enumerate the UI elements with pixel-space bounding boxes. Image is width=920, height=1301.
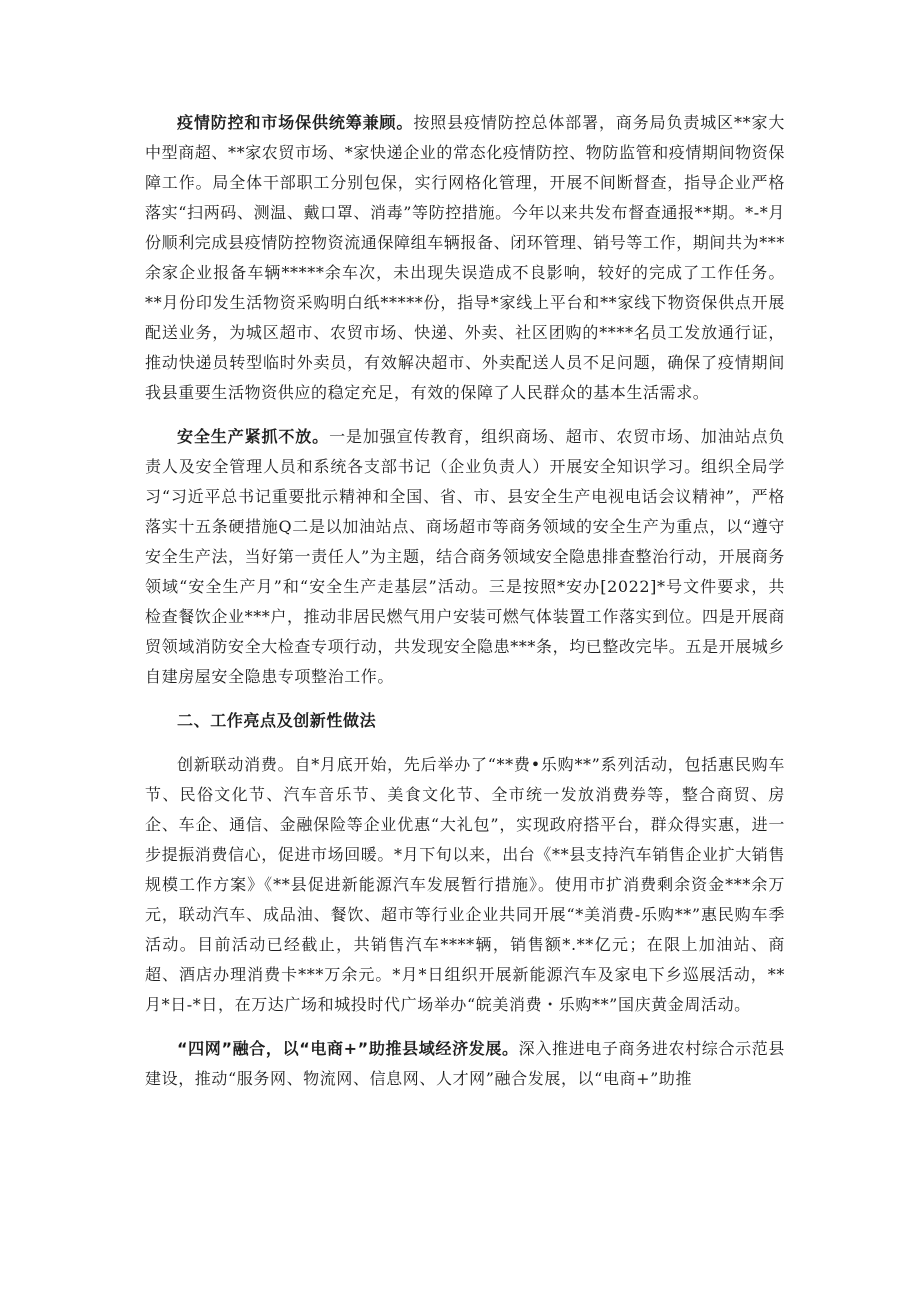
- paragraph-consumption: [145, 750, 785, 1020]
- paragraph-lead: “四网”融合，以“电商+”助推县域经济发展。: [177, 1039, 519, 1058]
- paragraph-text: 一是加强宣传教育，组织商场、超市、农贸市场、加油站点负责人及安全管理人员和系统各支部书记（企业负责人）开展安全知识学习。组织全局学习“习近平总书记重要批示精神和全国、省、市、县安全生产电视电话会议精神”，严格落实十五条硬措施Q二是以加油站点、商场超市等商务领域的安全生产为重点，以“遵守安全生产法，当好第一责任人”为主题，结合商务领域安全隐患排查整治行动，开展商务领域“安全生产月”和“安全生产走基层”活动。三是按照*安办[2022]*号文件要求，共检查餐饮企业***户，推动非居民燃气用户安装可燃气体装置工作落实到位。四是开展商贸领域消防安全大检查专项行动，共发现安全隐患***条，均已整改完毕。五是开展城乡自建房屋安全隐患专项整治工作。: [145, 427, 786, 686]
- paragraph-text: 按照县疫情防控总体部署，商务局负责城区**家大中型商超、**家农贸市场、*家快递企业的常态化疫情防控、物防监管和疫情期间物资保障工作。局全体干部职工分别包保，实行网格化管理，开展不间断督查，指导企业严格落实“扫两码、测温、戴口罩、消毒”等防控措施。今年以来共发布督查通报**期。*-*月份顺利完成县疫情防控物资流通保障组车辆报备、闭环管理、销号等工作，期间共为***余家企业报备车辆*****余车次，未出现失误造成不良影响，较好的完成了工作任务。**月份印发生活物资采购明白纸*****份，指导*家线上平台和**家线下物资保供点开展配送业务，为城区超市、农贸市场、快递、外卖、社区团购的****名员工发放通行证，推动快递员转型临时外卖员，有效解决超市、外卖配送人员不足问题，确保了疫情期间我县重要生活物资供应的稳定充足，有效的保障了人民群众的基本生活需求。: [145, 113, 786, 402]
- paragraph-text: 深入推进电子商务进农村综合示范县建设，推动“服务网、物流网、信息网、人才网”融合发展，以“电商+”助推: [145, 1039, 785, 1088]
- paragraph-four-networks: [145, 1034, 785, 1094]
- paragraph-lead: 安全生产紧抓不放。: [177, 427, 330, 446]
- section-heading: 二、工作亮点及创新性做法: [177, 711, 377, 730]
- paragraph-lead: 疫情防控和市场保供统筹兼顾。: [177, 113, 414, 132]
- paragraph-text: 创新联动消费。自*月底开始，先后举办了“**费•乐购**”系列活动，包括惠民购车节、民俗文化节、汽车音乐节、美食文化节、全市统一发放消费券等，整合商贸、房企、车企、通信、金融保险等企业优惠“大礼包”，实现政府搭平台，群众得实惠，进一步提振消费信心，促进市场回暖。*月下旬以来，出台《**县支持汽车销售企业扩大销售规模工作方案》《**县促进新能源汽车发展暂行措施》。使用市扩消费剩余资金***余万元，联动汽车、成品油、餐饮、超市等行业企业共同开展“*美消费-乐购**”惠民购车季活动。目前活动已经截止，共销售汽车****辆，销售额*.**亿元；在限上加油站、商超、酒店办理消费卡***万余元。*月*日组织开展新能源汽车及家电下乡巡展活动，**月*日-*日，在万达广场和城投时代广场举办“皖美消费・乐购**”国庆黄金周活动。: [145, 755, 786, 1014]
- document-body: [145, 108, 785, 1094]
- paragraph-work-safety: [145, 422, 785, 692]
- paragraph-epidemic-supply: [145, 108, 785, 408]
